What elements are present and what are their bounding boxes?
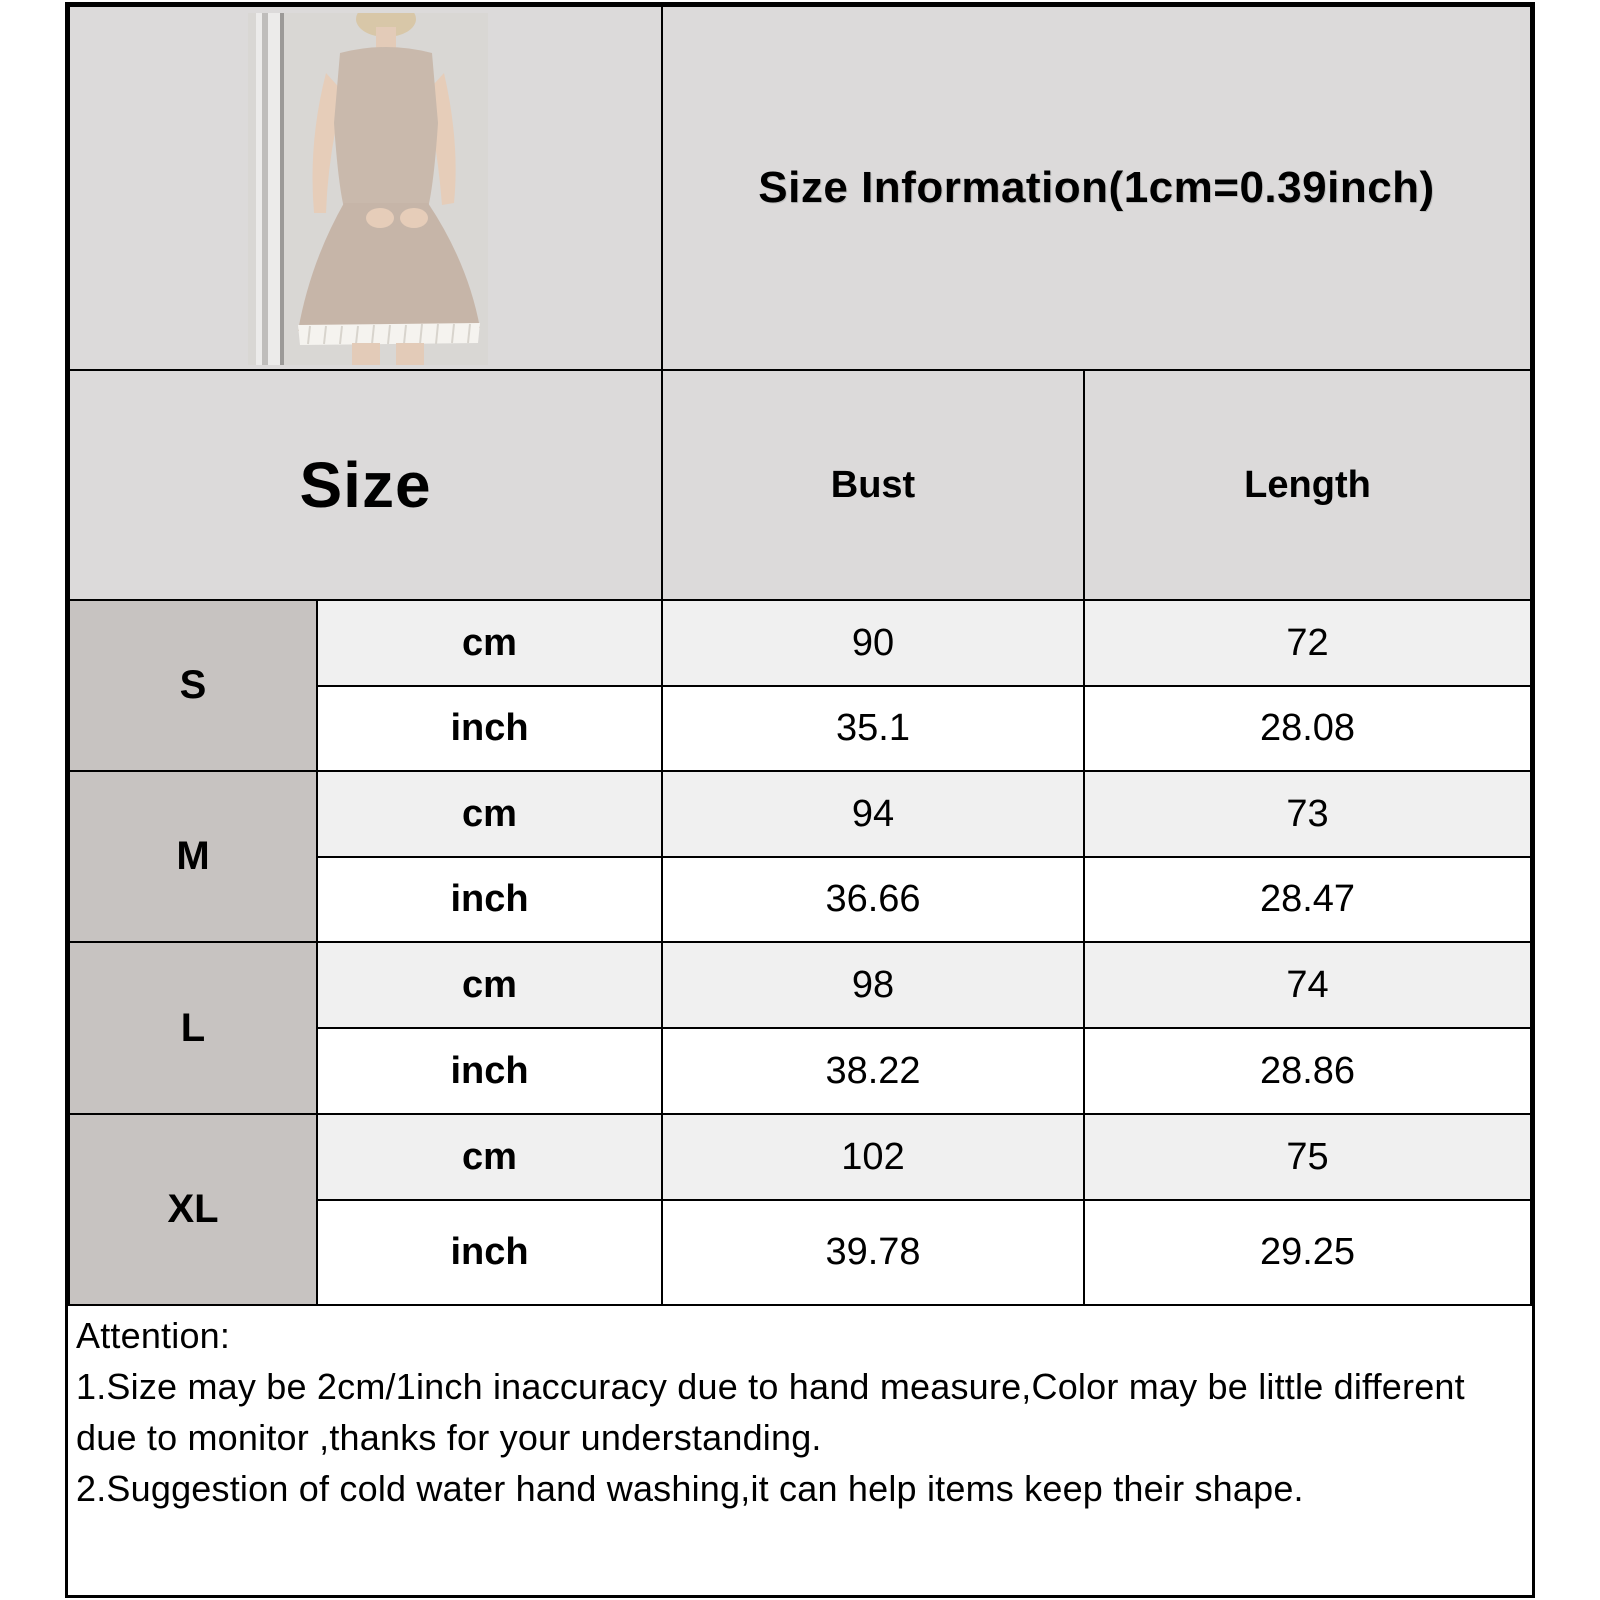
bust-inch-m: 36.66 <box>661 856 1085 943</box>
size-label-xl: XL <box>68 1113 318 1306</box>
page-title: Size Information(1cm=0.39inch) <box>758 163 1435 212</box>
size-chart <box>65 2 1535 1598</box>
bust-inch-l: 38.22 <box>661 1027 1085 1115</box>
unit-cm: cm <box>316 770 663 858</box>
length-cm-l: 74 <box>1083 941 1532 1029</box>
unit-inch: inch <box>316 685 663 772</box>
title-cell <box>661 5 1532 371</box>
size-label-s: S <box>68 599 318 772</box>
bust-cm-s: 90 <box>661 599 1085 687</box>
attention-notes <box>68 1306 1532 1595</box>
unit-cm: cm <box>316 599 663 687</box>
length-cm-s: 72 <box>1083 599 1532 687</box>
attention-line-1: 1.Size may be 2cm/1inch inaccuracy due to hand measure,Color may be little different due to monitor ,thanks for your understanding. <box>76 1366 1465 1458</box>
length-inch-xl: 29.25 <box>1083 1199 1532 1306</box>
unit-inch: inch <box>316 1027 663 1115</box>
unit-cm: cm <box>316 1113 663 1201</box>
dress-photo-illustration <box>248 13 488 365</box>
attention-heading: Attention: <box>76 1315 231 1356</box>
bust-cm-m: 94 <box>661 770 1085 858</box>
header-size: Size <box>68 369 663 601</box>
length-inch-m: 28.47 <box>1083 856 1532 943</box>
bust-cm-xl: 102 <box>661 1113 1085 1201</box>
bust-cm-l: 98 <box>661 941 1085 1029</box>
length-cm-xl: 75 <box>1083 1113 1532 1201</box>
product-photo-cell <box>68 5 663 371</box>
header-bust: Bust <box>661 369 1085 601</box>
product-photo <box>248 13 488 365</box>
header-length: Length <box>1083 369 1532 601</box>
size-label-m: M <box>68 770 318 943</box>
length-inch-l: 28.86 <box>1083 1027 1532 1115</box>
unit-cm: cm <box>316 941 663 1029</box>
length-inch-s: 28.08 <box>1083 685 1532 772</box>
length-cm-m: 73 <box>1083 770 1532 858</box>
bust-inch-s: 35.1 <box>661 685 1085 772</box>
bust-inch-xl: 39.78 <box>661 1199 1085 1306</box>
unit-inch: inch <box>316 1199 663 1306</box>
unit-inch: inch <box>316 856 663 943</box>
size-label-l: L <box>68 941 318 1115</box>
attention-line-2: 2.Suggestion of cold water hand washing,it can help items keep their shape. <box>76 1468 1304 1509</box>
